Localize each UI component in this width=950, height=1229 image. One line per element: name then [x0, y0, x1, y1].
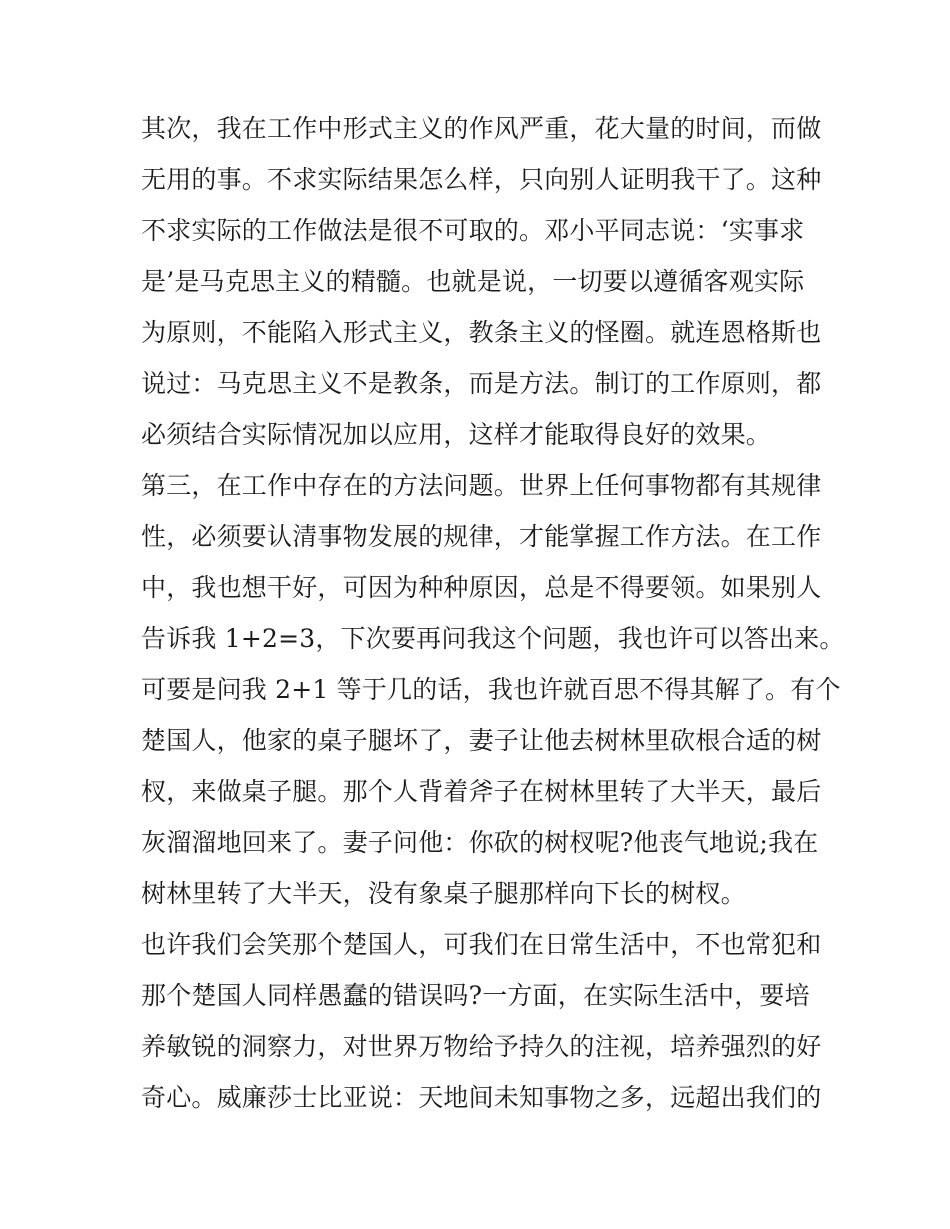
text-line: 告诉我 1+2=3，下次要再问我这个问题，我也许可以答出来。 [141, 624, 845, 653]
text-line: 为原则，不能陷入形式主义，教条主义的怪圈。就连恩格斯也 [141, 318, 822, 347]
text-line: 奇心。威廉莎士比亚说：天地间未知事物之多，远超出我们的 [141, 1083, 822, 1112]
text-line: 那个楚国人同样愚蠢的错误吗?一方面，在实际生活中，要培 [141, 981, 810, 1010]
body-text [141, 103, 845, 1123]
text-line: 也许我们会笑那个楚国人，可我们在日常生活中，不也常犯和 [141, 930, 822, 959]
text-line: 灰溜溜地回来了。妻子问他：你砍的树杈呢?他丧气地说;我在 [141, 828, 819, 857]
text-line: 树林里转了大半天，没有象桌子腿那样向下长的树杈。 [141, 879, 746, 908]
text-line: 楚国人，他家的桌子腿坏了，妻子让他去树林里砍根合适的树 [141, 726, 822, 755]
text-line: 性，必须要认清事物发展的规律，才能掌握工作方法。在工作 [141, 522, 822, 551]
text-line: 第三，在工作中存在的方法问题。世界上任何事物都有其规律 [141, 471, 822, 500]
text-line: 是’是马克思主义的精髓。也就是说，一切要以遵循客观实际 [141, 267, 805, 296]
text-line: 说过：马克思主义不是教条，而是方法。制订的工作原则，都 [141, 369, 822, 398]
text-line: 无用的事。不求实际结果怎么样，只向别人证明我干了。这种 [141, 165, 822, 194]
text-line: 必须结合实际情况加以应用，这样才能取得良好的效果。 [141, 420, 772, 449]
text-line: 中，我也想干好，可因为种种原因，总是不得要领。如果别人 [141, 573, 822, 602]
text-line: 其次，我在工作中形式主义的作风严重，花大量的时间，而做 [141, 114, 822, 143]
text-line: 可要是问我 2+1 等于几的话，我也许就百思不得其解了。有个 [141, 675, 841, 704]
text-line: 养敏锐的洞察力，对世界万物给予持久的注视，培养强烈的好 [141, 1032, 822, 1061]
text-line: 不求实际的工作做法是很不可取的。邓小平同志说：‘实事求 [141, 216, 805, 245]
text-line: 杈，来做桌子腿。那个人背着斧子在树林里转了大半天，最后 [141, 777, 822, 806]
